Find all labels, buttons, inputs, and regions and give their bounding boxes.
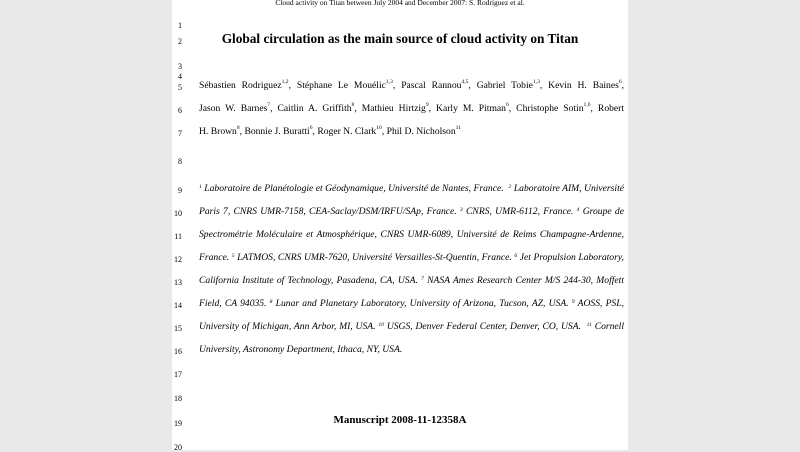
line-number: 19 xyxy=(174,419,182,428)
line-number: 14 xyxy=(174,301,182,310)
line-number: 2 xyxy=(178,37,182,46)
line-number: 18 xyxy=(174,394,182,403)
line-number: 7 xyxy=(178,129,182,138)
author: Bonnie J. Buratti$^6$, xyxy=(244,125,318,137)
author: Sébastien Rodriguez$^{1,2}$, xyxy=(199,79,297,91)
author: Christophe Sotin$^{1,6}$, xyxy=(516,102,598,114)
affiliation: $^4$ Groupe de Spectrométrie Moléculaire et Atmosphérique, CNRS UMR-6089, Université de Reims Champagne-Ardenne, France. xyxy=(199,206,624,263)
author: Phil D. Nicholson$^{11}$ xyxy=(386,125,462,137)
paper-title: Global circulation as the main source of cloud activity on Titan xyxy=(221,31,579,46)
author: Robert xyxy=(597,103,625,114)
affiliation: $^3$ CNRS, UMR-6112, France. xyxy=(459,206,574,217)
line-number: 5 xyxy=(178,83,182,92)
affiliation: $^6$ Jet Propulsion Laboratory, California Institute of Technology, Pasadena, CA, USA. xyxy=(199,252,624,286)
author: H. Brown$^8$, xyxy=(199,125,245,137)
line-number: 4 xyxy=(178,72,182,81)
affiliations xyxy=(199,177,624,361)
author: Jason W. Barnes$^7$, xyxy=(199,102,278,114)
line-number: 17 xyxy=(174,370,182,379)
author: Karly M. Pitman$^6$, xyxy=(436,102,517,114)
affiliation: $^{10}$ USGS, Denver Federal Center, Denver, CO, USA. xyxy=(378,321,581,332)
author: Gabriel Tobie$^{1,3}$, xyxy=(476,79,549,91)
running-header: Cloud activity on Titan between July 2004 and December 2007: S. Rodriguez et al. xyxy=(275,0,525,7)
line-number: 8 xyxy=(178,157,182,166)
affiliation: $^9$ AOSS, PSL, University of Michigan, Ann Arbor, MI, USA. xyxy=(199,298,624,332)
paper-page xyxy=(172,0,628,450)
author-line xyxy=(199,80,624,91)
line-number: 12 xyxy=(174,255,182,264)
line-number: 20 xyxy=(174,443,182,452)
line-number: 15 xyxy=(174,324,182,333)
author: Kevin H. Baines$^6$, xyxy=(548,79,625,91)
manuscript-number: Manuscript 2008-11-12358A xyxy=(333,414,467,426)
author: Caitlin A. Griffith$^8$, xyxy=(277,102,362,114)
affiliation: $^1$ Laboratoire de Planétologie et Géodynamique, Université de Nantes, France. xyxy=(199,183,504,194)
line-number: 10 xyxy=(174,209,182,218)
author-line xyxy=(199,126,624,137)
line-number: 16 xyxy=(174,347,182,356)
author: Roger N. Clark$^{10}$, xyxy=(317,125,387,137)
author: Stéphane Le Mouélic$^{1,3}$, xyxy=(296,79,402,91)
affiliation: $^{11}$ Cornell University, Astronomy Department, Ithaca, NY, USA. xyxy=(199,321,625,355)
line-number: 11 xyxy=(174,232,182,241)
author: Mathieu Hirtzig$^9$, xyxy=(361,102,437,114)
affiliation: $^2$ Laboratoire AIM, Université Paris 7, CNRS UMR-7158, CEA-Saclay/DSM/IRFU/SAp, France. xyxy=(199,183,624,217)
line-number: 3 xyxy=(178,62,182,71)
affiliation: $^8$ Lunar and Planetary Laboratory, University of Arizona, Tucson, AZ, USA. xyxy=(269,298,569,309)
line-number: 13 xyxy=(174,278,182,287)
line-number: 1 xyxy=(178,21,182,30)
affiliation: $^7$ NASA Ames Research Center M/S 244-30, Moffett Field, CA 94035. xyxy=(199,275,625,309)
author: Pascal Rannou$^{4,5}$, xyxy=(401,79,477,91)
line-number: 9 xyxy=(178,186,182,195)
author-line xyxy=(199,103,624,114)
affiliation: $^5$ LATMOS, CNRS UMR-7620, Université Versailles-St-Quentin, France. xyxy=(231,252,512,263)
line-number: 6 xyxy=(178,106,182,115)
